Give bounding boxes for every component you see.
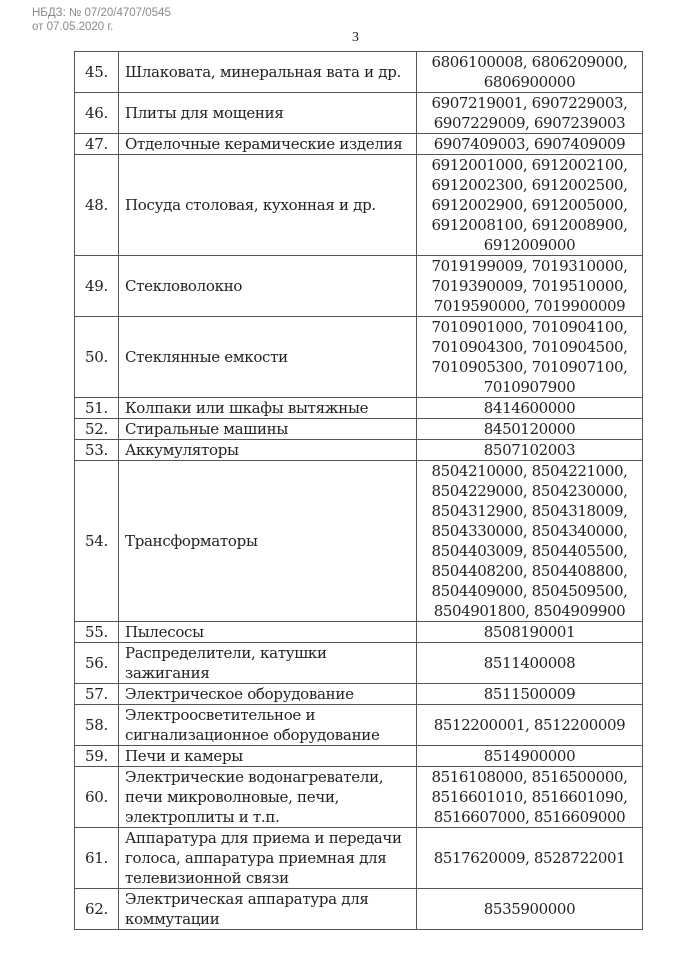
- row-number: 57.: [75, 684, 119, 705]
- row-number: 55.: [75, 622, 119, 643]
- item-name: [119, 398, 417, 419]
- item-name: [119, 746, 417, 767]
- table-row: [75, 317, 643, 398]
- code-line: 7010907900: [483, 378, 576, 396]
- item-name-line: Аккумуляторы: [125, 441, 239, 459]
- code-line: 8504408200, 8504408800,: [431, 562, 628, 580]
- row-number: 58.: [75, 705, 119, 746]
- tnved-codes: [417, 643, 643, 684]
- code-line: 8512200001, 8512200009: [433, 716, 626, 734]
- code-line: 8504312900, 8504318009,: [431, 502, 628, 520]
- code-line: 7010904300, 7010904500,: [431, 338, 628, 356]
- item-name-line: Трансформаторы: [125, 532, 258, 550]
- code-line: 8517620009, 8528722001: [433, 849, 626, 867]
- item-name: [119, 440, 417, 461]
- code-line: 8514900000: [483, 747, 576, 765]
- code-line: 6806100008, 6806209000,: [431, 53, 628, 71]
- item-name-line: голоса, аппаратура приемная для: [125, 849, 387, 867]
- goods-table: [74, 51, 643, 930]
- tnved-codes: [417, 419, 643, 440]
- row-number: 49.: [75, 256, 119, 317]
- item-name-line: Аппаратура для приема и передачи: [125, 829, 402, 847]
- code-line: 6912002900, 6912005000,: [431, 196, 628, 214]
- code-line: 8504409000, 8504509500,: [431, 582, 628, 600]
- row-number: 47.: [75, 134, 119, 155]
- table-row: [75, 828, 643, 889]
- item-name: [119, 684, 417, 705]
- table-row: [75, 155, 643, 256]
- row-number: 54.: [75, 461, 119, 622]
- item-name: [119, 461, 417, 622]
- code-line: 8504403009, 8504405500,: [431, 542, 628, 560]
- code-line: 7010905300, 7010907100,: [431, 358, 628, 376]
- table-row: [75, 134, 643, 155]
- item-name: [119, 93, 417, 134]
- tnved-codes: [417, 134, 643, 155]
- item-name-line: сигнализационное оборудование: [125, 726, 380, 744]
- row-number: 53.: [75, 440, 119, 461]
- item-name: [119, 52, 417, 93]
- item-name: [119, 419, 417, 440]
- registry-number: НБДЗ: № 07/20/4707/0545: [32, 7, 171, 19]
- page-number: 3: [352, 30, 359, 45]
- row-number: 61.: [75, 828, 119, 889]
- item-name: [119, 643, 417, 684]
- item-name-line: Стекловолокно: [125, 277, 243, 295]
- item-name-line: Печи и камеры: [125, 747, 243, 765]
- item-name-line: зажигания: [125, 664, 210, 682]
- table-row: [75, 643, 643, 684]
- table-row: [75, 767, 643, 828]
- code-line: 8535900000: [483, 900, 576, 918]
- tnved-codes: [417, 461, 643, 622]
- table-row: [75, 419, 643, 440]
- row-number: 62.: [75, 889, 119, 930]
- code-line: 8516108000, 8516500000,: [431, 768, 628, 786]
- item-name: [119, 317, 417, 398]
- item-name: [119, 705, 417, 746]
- row-number: 48.: [75, 155, 119, 256]
- registry-stamp: [32, 6, 171, 34]
- code-line: 7019390009, 7019510000,: [431, 277, 628, 295]
- item-name: [119, 828, 417, 889]
- code-line: 6912009000: [483, 236, 576, 254]
- row-number: 45.: [75, 52, 119, 93]
- registry-date: от 07.05.2020 г.: [32, 21, 114, 33]
- item-name-line: коммутации: [125, 910, 220, 928]
- item-name-line: Колпаки или шкафы вытяжные: [125, 399, 369, 417]
- table-row: [75, 684, 643, 705]
- table-row: [75, 622, 643, 643]
- item-name-line: Пылесосы: [125, 623, 204, 641]
- row-number: 52.: [75, 419, 119, 440]
- item-name-line: печи микроволновые, печи,: [125, 788, 340, 806]
- code-line: 8414600000: [483, 399, 576, 417]
- code-line: 8508190001: [483, 623, 576, 641]
- goods-table-body: [75, 52, 643, 930]
- row-number: 59.: [75, 746, 119, 767]
- item-name: [119, 256, 417, 317]
- tnved-codes: [417, 746, 643, 767]
- code-line: 8511500009: [483, 685, 576, 703]
- code-line: 6806900000: [483, 73, 576, 91]
- code-line: 6912001000, 6912002100,: [431, 156, 628, 174]
- row-number: 60.: [75, 767, 119, 828]
- code-line: 6912008100, 6912008900,: [431, 216, 628, 234]
- tnved-codes: [417, 622, 643, 643]
- tnved-codes: [417, 317, 643, 398]
- item-name-line: электроплиты и т.п.: [125, 808, 280, 826]
- tnved-codes: [417, 889, 643, 930]
- code-line: 7010901000, 7010904100,: [431, 318, 628, 336]
- table-row: [75, 256, 643, 317]
- row-number: 56.: [75, 643, 119, 684]
- item-name: [119, 889, 417, 930]
- code-line: 8504901800, 8504909900: [433, 602, 626, 620]
- code-line: 7019590000, 7019900009: [433, 297, 626, 315]
- table-row: [75, 398, 643, 419]
- code-line: 8504330000, 8504340000,: [431, 522, 628, 540]
- code-line: 8507102003: [483, 441, 576, 459]
- item-name-line: телевизионной связи: [125, 869, 289, 887]
- item-name: [119, 134, 417, 155]
- tnved-codes: [417, 155, 643, 256]
- code-line: 8504229000, 8504230000,: [431, 482, 628, 500]
- code-line: 6907229009, 6907239003: [433, 114, 626, 132]
- row-number: 50.: [75, 317, 119, 398]
- table-row: [75, 52, 643, 93]
- item-name-line: Электрическое оборудование: [125, 685, 354, 703]
- code-line: 8511400008: [483, 654, 576, 672]
- item-name-line: Электроосветительное и: [125, 706, 316, 724]
- table-row: [75, 440, 643, 461]
- code-line: 6907219001, 6907229003,: [431, 94, 628, 112]
- item-name-line: Распределители, катушки: [125, 644, 327, 662]
- code-line: 8504210000, 8504221000,: [431, 462, 628, 480]
- item-name-line: Стиральные машины: [125, 420, 288, 438]
- table-row: [75, 705, 643, 746]
- item-name: [119, 767, 417, 828]
- tnved-codes: [417, 256, 643, 317]
- item-name-line: Электрическая аппаратура для: [125, 890, 369, 908]
- item-name-line: Электрические водонагреватели,: [125, 768, 384, 786]
- row-number: 51.: [75, 398, 119, 419]
- tnved-codes: [417, 705, 643, 746]
- item-name-line: Посуда столовая, кухонная и др.: [125, 196, 376, 214]
- code-line: 8516607000, 8516609000: [433, 808, 626, 826]
- code-line: 6912002300, 6912002500,: [431, 176, 628, 194]
- item-name-line: Шлаковата, минеральная вата и др.: [125, 63, 401, 81]
- table-row: [75, 746, 643, 767]
- tnved-codes: [417, 93, 643, 134]
- code-line: 6907409003, 6907409009: [433, 135, 626, 153]
- item-name: [119, 155, 417, 256]
- item-name-line: Плиты для мощения: [125, 104, 284, 122]
- code-line: 8450120000: [483, 420, 576, 438]
- tnved-codes: [417, 440, 643, 461]
- code-line: 8516601010, 8516601090,: [431, 788, 628, 806]
- row-number: 46.: [75, 93, 119, 134]
- code-line: 7019199009, 7019310000,: [431, 257, 628, 275]
- table-row: [75, 461, 643, 622]
- tnved-codes: [417, 684, 643, 705]
- tnved-codes: [417, 52, 643, 93]
- item-name-line: Отделочные керамические изделия: [125, 135, 403, 153]
- tnved-codes: [417, 828, 643, 889]
- table-row: [75, 93, 643, 134]
- item-name-line: Стеклянные емкости: [125, 348, 288, 366]
- table-row: [75, 889, 643, 930]
- item-name: [119, 622, 417, 643]
- tnved-codes: [417, 398, 643, 419]
- tnved-codes: [417, 767, 643, 828]
